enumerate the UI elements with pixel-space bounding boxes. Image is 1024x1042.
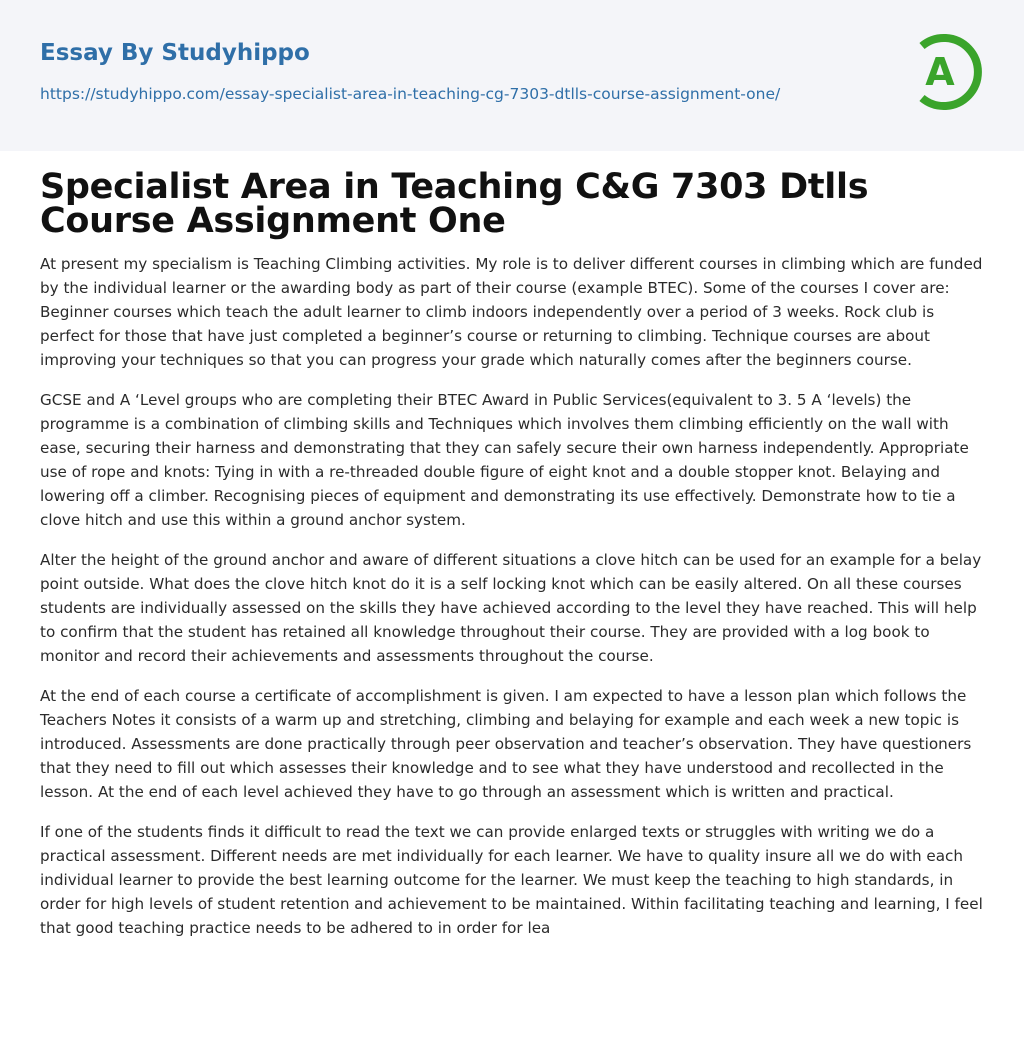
paragraph-2: GCSE and A ‘Level groups who are completing their BTEC Award in Public Services(equivalent to 3. 5 A ‘levels) the programme is a combination of climbing skills and Techniques which involves them climbing efficiently on the wall with ease, securing their harness and demonstrating that they can safely secure their own harness independently. Appropriate use of rope and knots: Tying in with a re-threaded double figure of eight knot and a double stopper knot. Belaying and lowering off a climber. Recognising pieces of equipment and demonstrating its use effectively. Demonstrate how to tie a clove hitch and use this within a ground anchor system. — [40, 391, 969, 529]
article-body — [40, 167, 986, 940]
brand-title: Essay By Studyhippo — [40, 40, 310, 66]
paragraph-5: If one of the students finds it difficult to read the text we can provide enlarged texts or struggles with writing we do a practical assessment. Different needs are met individually for each learner. We have to quality insure all we do with each individual learner to provide the best learning outcome for the learner. We must keep the teaching to high standards, in order for high levels of student retention and achievement to be maintained. Within facilitating teaching and learning, I feel that good teaching practice needs to be adhered to in order for lea — [40, 823, 983, 937]
paragraph-3: Alter the height of the ground anchor and aware of different situations a clove hitch can be used for an example for a belay point outside. What does the clove hitch knot do it is a self locking knot which can be easily altered. On all these courses students are individually assessed on the skills they have achieved according to the level they have reached. This will help to confirm that the student has retained all knowledge throughout their course. They are provided with a log book to monitor and record their achievements and assessments throughout the course. — [40, 551, 982, 665]
paragraph-4: At the end of each course a certificate of accomplishment is given. I am expected to have a lesson plan which follows the Teachers Notes it consists of a warm up and stretching, climbing and belaying for example and each week a new topic is introduced. Assessments are done practically through peer observation and teacher’s observation. They have questioners that they need to fill out which assesses their knowledge and to see what they have understood and recollected in the lesson. At the end of each level achieved they have to go through an assessment which is written and practical. — [40, 687, 972, 801]
page-title: Specialist Area in Teaching C&G 7303 Dtlls Course Assignment One — [40, 167, 869, 241]
source-url-link[interactable]: https://studyhippo.com/essay-specialist-area-in-teaching-cg-7303-dtlls-course-assignment-one/ — [40, 85, 781, 103]
logo-letter: A — [925, 50, 955, 94]
site-header — [0, 0, 1024, 151]
studyhippo-logo-icon[interactable] — [910, 28, 988, 116]
paragraph-1: At present my specialism is Teaching Climbing activities. My role is to deliver different courses in climbing which are funded by the individual learner or the awarding body as part of their course (example BTEC). Some of the courses I cover are: Beginner courses which teach the adult learner to climb indoors independently over a period of 3 weeks. Rock club is perfect for those that have just completed a beginner’s course or returning to climbing. Technique courses are about improving your techniques so that you can progress your grade which naturally comes after the beginners course. — [40, 255, 983, 369]
